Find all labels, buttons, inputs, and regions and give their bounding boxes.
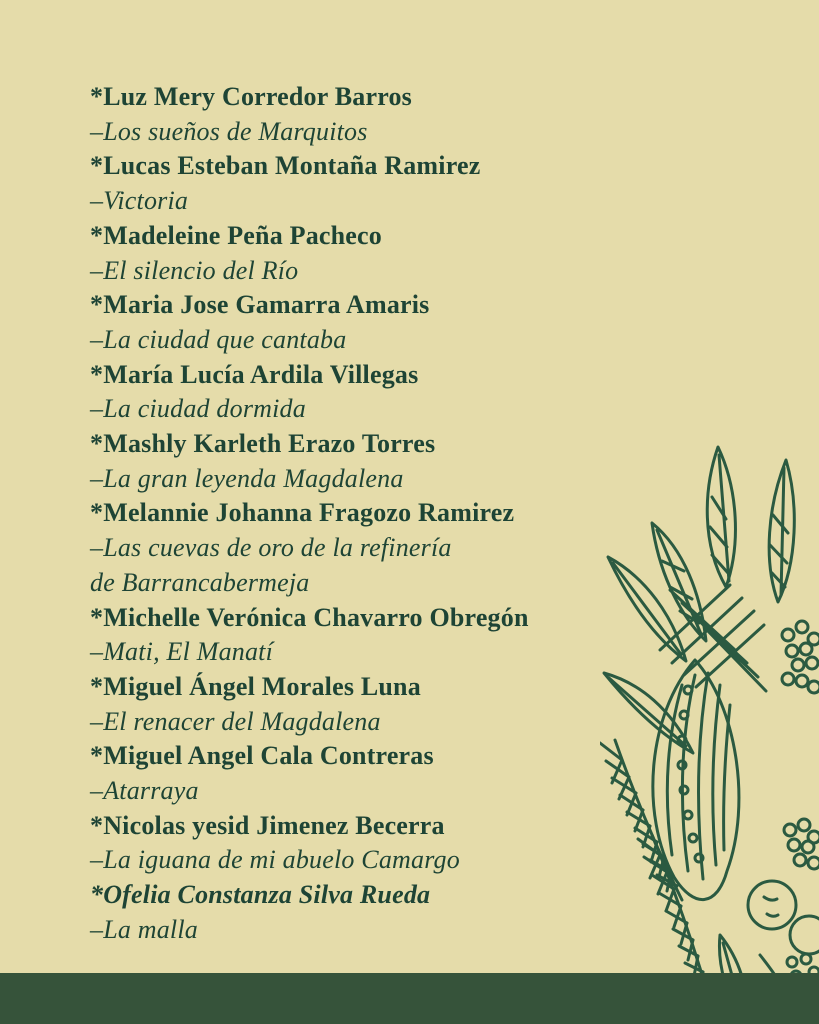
work-title: –La ciudad dormida xyxy=(90,394,306,424)
roster-entry xyxy=(90,288,710,357)
author-roster-list xyxy=(90,80,710,948)
author-name: *Madeleine Peña Pacheco xyxy=(90,220,382,250)
work-title: de Barrancabermeja xyxy=(90,567,310,597)
author-name: *María Lucía Ardila Villegas xyxy=(90,359,419,389)
footer-bar xyxy=(0,973,819,1024)
roster-entry xyxy=(90,149,710,218)
work-title: –La malla xyxy=(90,914,198,944)
work-title: –El silencio del Río xyxy=(90,255,299,285)
roster-entry xyxy=(90,427,710,496)
work-title: –La ciudad que cantaba xyxy=(90,324,347,354)
author-name: *Maria Jose Gamarra Amaris xyxy=(90,290,430,320)
roster-entry xyxy=(90,670,710,739)
author-name: *Melannie Johanna Fragozo Ramirez xyxy=(90,498,515,528)
author-name: *Miguel Angel Cala Contreras xyxy=(90,741,434,771)
roster-entry xyxy=(90,878,710,947)
roster-entry xyxy=(90,219,710,288)
work-title: –El renacer del Magdalena xyxy=(90,706,381,736)
work-title: –Los sueños de Marquitos xyxy=(90,116,368,146)
author-name: *Mashly Karleth Erazo Torres xyxy=(90,429,436,459)
work-title: –La iguana de mi abuelo Camargo xyxy=(90,845,460,875)
author-name: *Nicolas yesid Jimenez Becerra xyxy=(90,810,445,840)
roster-entry xyxy=(90,739,710,808)
roster-entry xyxy=(90,809,710,878)
author-name: *Lucas Esteban Montaña Ramirez xyxy=(90,151,481,181)
roster-entry xyxy=(90,358,710,427)
author-name: *Michelle Verónica Chavarro Obregón xyxy=(90,602,529,632)
author-name: *Luz Mery Corredor Barros xyxy=(90,82,412,111)
work-title: –Atarraya xyxy=(90,776,199,806)
work-title: –Las cuevas de oro de la refinería xyxy=(90,533,452,563)
work-title: –Mati, El Manatí xyxy=(90,637,274,667)
work-title: –Victoria xyxy=(90,186,189,216)
work-title: –La gran leyenda Magdalena xyxy=(90,463,404,493)
roster-entry xyxy=(90,496,710,600)
roster-entry xyxy=(90,601,710,670)
roster-entry xyxy=(90,80,710,149)
author-name: *Miguel Ángel Morales Luna xyxy=(90,671,421,701)
author-name: *Ofelia Constanza Silva Rueda xyxy=(90,880,431,910)
